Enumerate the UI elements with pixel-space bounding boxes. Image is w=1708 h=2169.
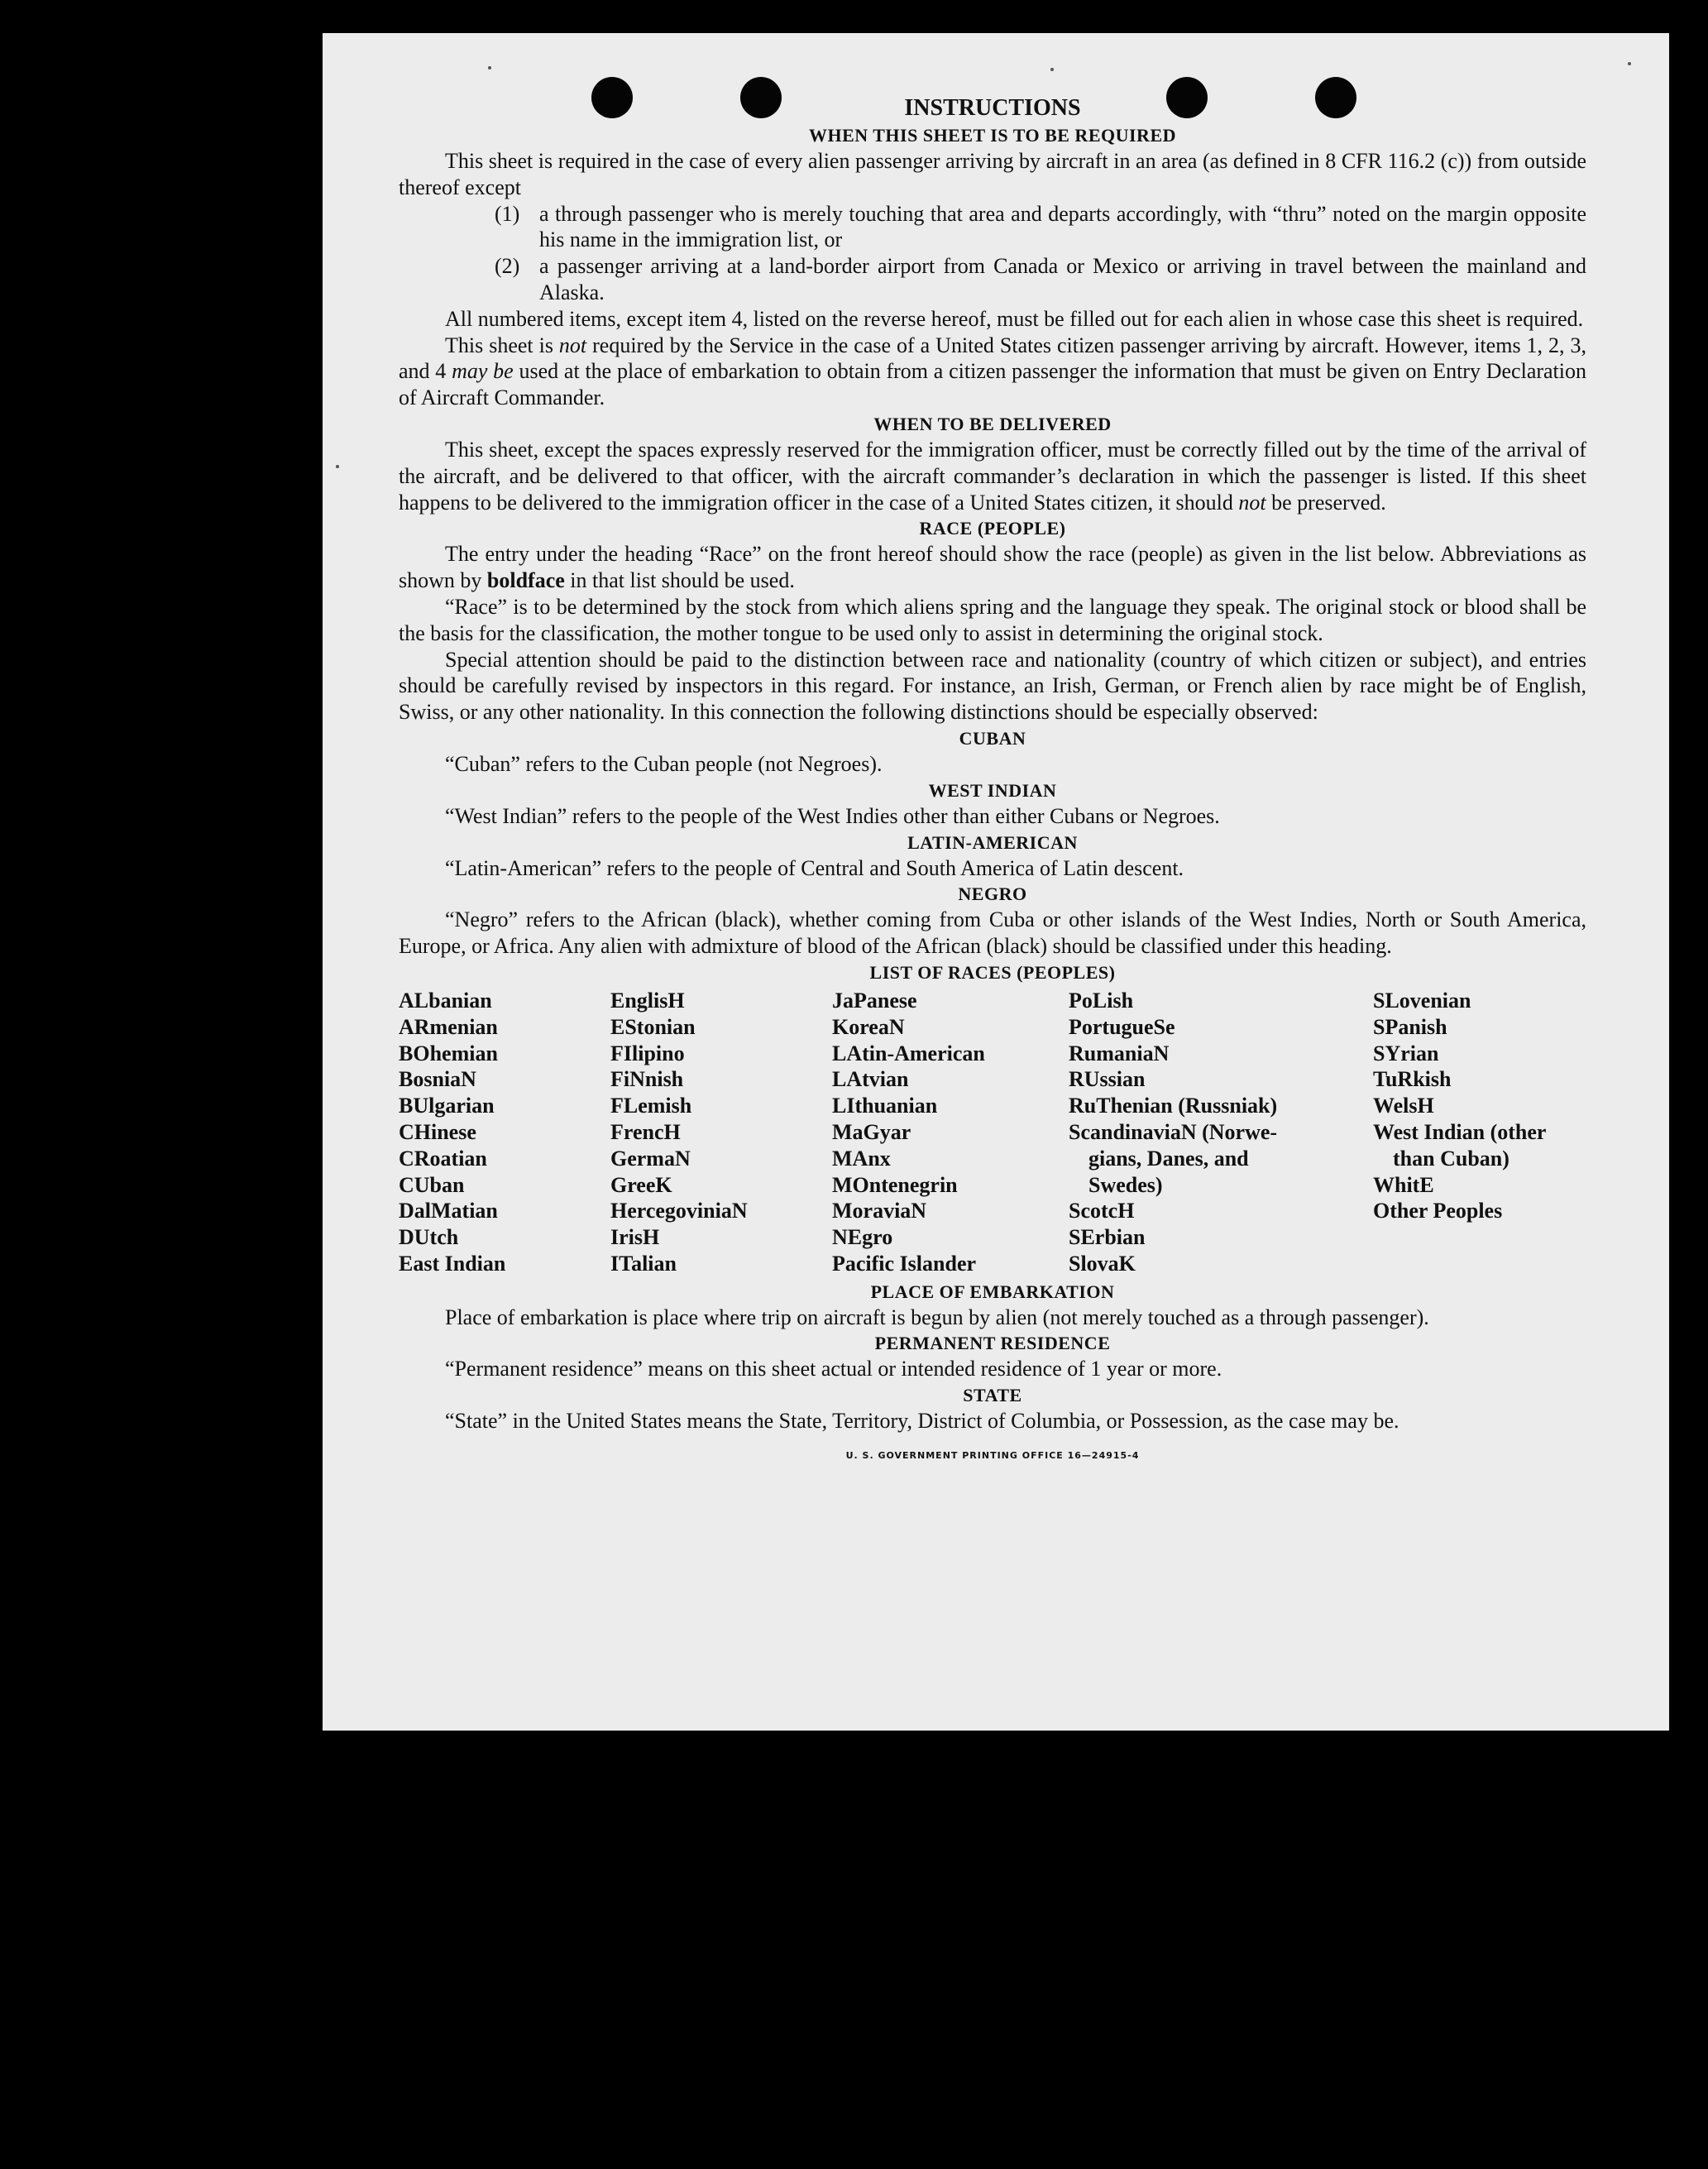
race-entry: RuThenian (Russniak) [1069, 1094, 1278, 1118]
paragraph [399, 541, 1586, 594]
race-entry: BosniaN [399, 1067, 476, 1092]
emphasis: may be [452, 359, 514, 384]
paragraph: “Negro” refers to the African (black), whether coming from Cuba or other islands of the West Indies, North or South America, Europe, or Africa. Any alien with admixture of blood of the African (black) should be classified under this heading. [399, 907, 1586, 959]
race-entry: ALbanian [399, 988, 492, 1013]
speck [1050, 68, 1054, 71]
races-column [1069, 988, 1373, 1277]
section-heading: RACE (PEOPLE) [919, 518, 1066, 539]
emphasis: not [558, 333, 587, 357]
item-number: (2) [495, 254, 520, 279]
race-entry: SlovaK [1069, 1251, 1136, 1276]
race-entry: GreeK [610, 1172, 672, 1197]
race-entry: Pacific Islander [832, 1251, 977, 1276]
races-column [832, 988, 1069, 1277]
race-entry: Other Peoples [1373, 1199, 1503, 1223]
race-entry: CUban [399, 1172, 465, 1197]
race-entry: CRoatian [399, 1146, 487, 1171]
race-entry: MOntenegrin [832, 1172, 958, 1197]
race-entry: ScandinaviaN (Norwe- [1069, 1119, 1278, 1144]
paragraph: “Cuban” refers to the Cuban people (not Negroes). [445, 751, 883, 776]
race-entry: BOhemian [399, 1041, 498, 1065]
paragraph: Special attention should be paid to the distinction between race and nationality (country of which citizen or subject), and entries should be carefully revised by inspectors in this regard. For instance, an Irish, German, or French alien by race might be of English, Swiss, or any other nationality. In this connection the following distinctions should be especially observed: [399, 647, 1586, 725]
speck [336, 465, 339, 468]
list-item [495, 253, 1586, 306]
text-run: This sheet, except the spaces expressly reserved for the immigration officer, must be correctly filled out by the time of the arrival of the aircraft, and be delivered to that officer, with the aircraft commander’s declaration in which the passenger is listed. If this sheet happens to be delivered to the immigration officer in the case of a United States citizen, it should [399, 437, 1586, 515]
race-entry: Swedes) [1088, 1172, 1163, 1197]
paragraph: “Permanent residence” means on this sheet actual or intended residence of 1 year or more. [445, 1357, 1222, 1381]
races-column [1373, 988, 1586, 1277]
paragraph [399, 437, 1586, 515]
section-heading: LATIN-AMERICAN [907, 831, 1078, 853]
race-entry: than Cuban) [1393, 1146, 1509, 1171]
text-run: be preserved. [1265, 490, 1386, 515]
race-entry: PoLish [1069, 988, 1134, 1013]
document-sheet [323, 33, 1669, 1731]
paragraph: Place of embarkation is place where trip on aircraft is begun by alien (not merely touched as a through passenger). [445, 1305, 1429, 1329]
race-entry: TuRkish [1373, 1067, 1452, 1092]
section-heading: WHEN TO BE DELIVERED [873, 413, 1112, 434]
race-entry: MaGyar [832, 1119, 911, 1144]
race-entry: DalMatian [399, 1199, 498, 1223]
race-entry: FIlipino [610, 1041, 685, 1065]
section-heading: WEST INDIAN [928, 779, 1057, 801]
section-heading: LIST OF RACES (PEOPLES) [869, 961, 1116, 983]
race-entry: WhitE [1373, 1172, 1434, 1197]
paragraph: “Latin-American” refers to the people of Central and South America of Latin descent. [445, 855, 1184, 880]
race-entry: RumaniaN [1069, 1041, 1170, 1065]
race-entry: SYrian [1373, 1041, 1439, 1065]
emphasis: not [1238, 490, 1266, 515]
race-entry: SErbian [1069, 1225, 1146, 1250]
races-list [399, 988, 1586, 1277]
race-entry: EStonian [610, 1014, 696, 1039]
emphasis: boldface [486, 568, 565, 593]
list-item [495, 201, 1586, 254]
text-run: used at the place of embarkation to obtain from a citizen passenger the information that must be given on Entry Declaration of Aircraft Commander. [399, 359, 1586, 410]
text-run: in that list should be used. [564, 568, 795, 593]
race-entry: RUssian [1069, 1067, 1146, 1092]
race-entry: PortugueSe [1069, 1014, 1175, 1039]
instructions-content [399, 94, 1586, 1469]
race-entry: MoraviaN [832, 1199, 927, 1223]
paragraph: “Race” is to be determined by the stock from which aliens spring and the language they speak. The original stock or blood shall be the basis for the classification, the mother tongue to be used only to assist in determining the original stock. [399, 594, 1586, 645]
races-column [399, 988, 610, 1277]
text-run: required by the Service in the case of a United States citizen passenger arriving by aircraft. However, items 1, 2, 3, and 4 [399, 333, 1586, 384]
printer-imprint: U. S. GOVERNMENT PRINTING OFFICE 16—24915-4 [845, 1450, 1140, 1462]
race-entry: CHinese [399, 1119, 476, 1144]
section-heading: WHEN THIS SHEET IS TO BE REQUIRED [808, 125, 1177, 146]
race-entry: LAtin-American [832, 1041, 985, 1065]
race-entry: HercegoviniaN [610, 1199, 748, 1223]
race-entry: gians, Danes, and [1088, 1146, 1249, 1171]
races-column [610, 988, 832, 1277]
paragraph: All numbered items, except item 4, listed on the reverse hereof, must be filled out for each alien in whose case this sheet is required. [445, 306, 1584, 331]
item-number: (1) [495, 201, 520, 226]
item-text: a through passenger who is merely touching that area and departs accordingly, with “thru” noted on the margin opposite his name in the immigration list, or [539, 201, 1586, 252]
race-entry: FrencH [610, 1119, 681, 1144]
race-entry: BUlgarian [399, 1094, 495, 1118]
race-entry: FLemish [610, 1094, 692, 1118]
race-entry: GermaN [610, 1146, 691, 1171]
race-entry: ARmenian [399, 1014, 498, 1039]
paragraph [399, 333, 1586, 411]
section-heading: CUBAN [959, 727, 1026, 749]
race-entry: SPanish [1373, 1014, 1447, 1039]
race-entry: EnglisH [610, 988, 685, 1013]
race-entry: ITalian [610, 1251, 677, 1276]
paragraph: This sheet is required in the case of every alien passenger arriving by aircraft in an area (as defined in 8 CFR 116.2 (c)) from outside thereof except [399, 149, 1586, 199]
race-entry: IrisH [610, 1225, 660, 1250]
text-run: This sheet is [445, 333, 559, 357]
race-entry: KoreaN [832, 1014, 905, 1039]
race-entry: MAnx [832, 1146, 891, 1171]
text-run: The entry under the heading “Race” on the front hereof should show the race (people) as given in the list below. Abbreviations as shown by [399, 542, 1586, 593]
paragraph: “West Indian” refers to the people of the West Indies other than either Cubans or Negroes. [445, 803, 1220, 828]
race-entry: SLovenian [1373, 988, 1471, 1013]
race-entry: JaPanese [832, 988, 917, 1013]
race-entry: LAtvian [832, 1067, 909, 1092]
race-entry: FiNnish [610, 1067, 684, 1092]
page-title: INSTRUCTIONS [904, 95, 1081, 121]
race-entry: DUtch [399, 1225, 459, 1250]
race-entry: LIthuanian [832, 1094, 938, 1118]
section-heading: STATE [963, 1385, 1022, 1406]
race-entry: NEgro [832, 1225, 893, 1250]
paragraph: “State” in the United States means the State, Territory, District of Columbia, or Possession, as the case may be. [445, 1409, 1399, 1434]
race-entry: West Indian (other [1373, 1119, 1547, 1144]
race-entry: WelsH [1373, 1094, 1434, 1118]
speck [1628, 62, 1631, 65]
race-entry: ScotcH [1069, 1199, 1135, 1223]
section-heading: PLACE OF EMBARKATION [870, 1281, 1115, 1302]
race-entry: East Indian [399, 1251, 506, 1276]
section-heading: NEGRO [958, 883, 1027, 905]
item-text: a passenger arriving at a land-border airport from Canada or Mexico or arriving in travel between the mainland and Alaska. [539, 254, 1586, 304]
speck [488, 66, 491, 69]
section-heading: PERMANENT RESIDENCE [874, 1333, 1111, 1354]
